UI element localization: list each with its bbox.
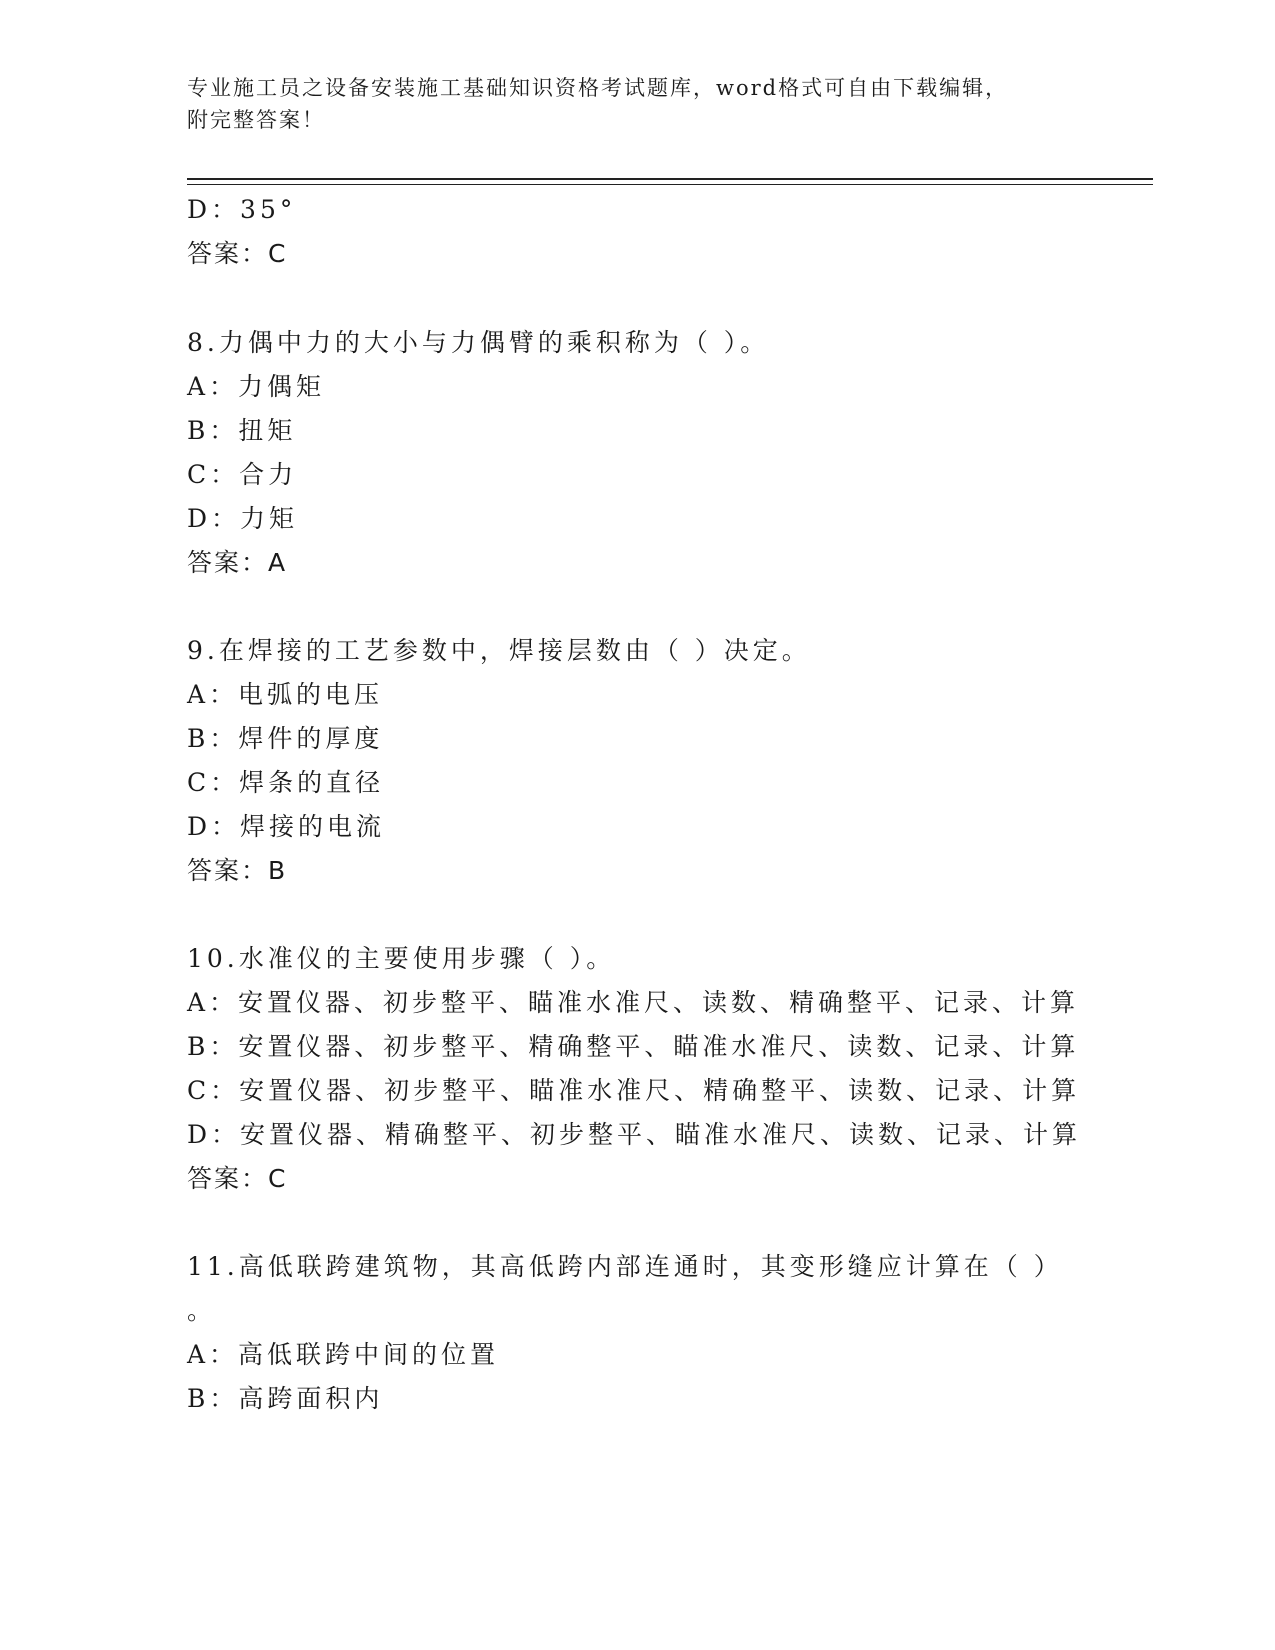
question-stem: 10.水准仪的主要使用步骤（ ）。 [187,944,616,973]
option-b: B：安置仪器、初步整平、精确整平、瞄准水准尺、读数、记录、计算 [187,1032,1080,1061]
option-c: C：安置仪器、初步整平、瞄准水准尺、精确整平、读数、记录、计算 [187,1076,1081,1105]
question-stem: 11.高低联跨建筑物，其高低跨内部连通时，其变形缝应计算在（ ） [187,1252,1063,1281]
option-b: B：焊件的厚度 [187,724,384,753]
option-a: A：高低联跨中间的位置 [187,1340,500,1369]
option-d: D：焊接的电流 [187,812,386,841]
option-d: D：35° [187,195,297,224]
option-d: D：安置仪器、精确整平、初步整平、瞄准水准尺、读数、记录、计算 [187,1120,1082,1149]
question-stem-continued: 。 [187,1296,217,1325]
document-header [187,72,1087,136]
header-line-2: 附完整答案！ [187,108,325,132]
answer: 答案：A [187,548,288,577]
option-b: B：高跨面积内 [187,1384,384,1413]
option-c: C：焊条的直径 [187,768,385,797]
option-b: B：扭矩 [187,416,297,445]
answer: 答案：B [187,856,288,885]
option-a: A：电弧的电压 [187,680,384,709]
header-line-1: 专业施工员之设备安装施工基础知识资格考试题库，word格式可自由下载编辑， [187,76,1009,100]
header-rule-thin [187,184,1153,185]
option-a: A：安置仪器、初步整平、瞄准水准尺、读数、精确整平、记录、计算 [187,988,1080,1017]
option-d: D：力矩 [187,504,299,533]
answer: 答案：C [187,1164,288,1193]
option-c: C：合力 [187,460,298,489]
question-stem: 9.在焊接的工艺参数中，焊接层数由（ ）决定。 [187,636,811,665]
header-rule-thick [187,178,1153,180]
option-a: A：力偶矩 [187,372,326,401]
answer: 答案：C [187,239,288,268]
question-stem: 8.力偶中力的大小与力偶臂的乘积称为（ ）。 [187,328,770,357]
